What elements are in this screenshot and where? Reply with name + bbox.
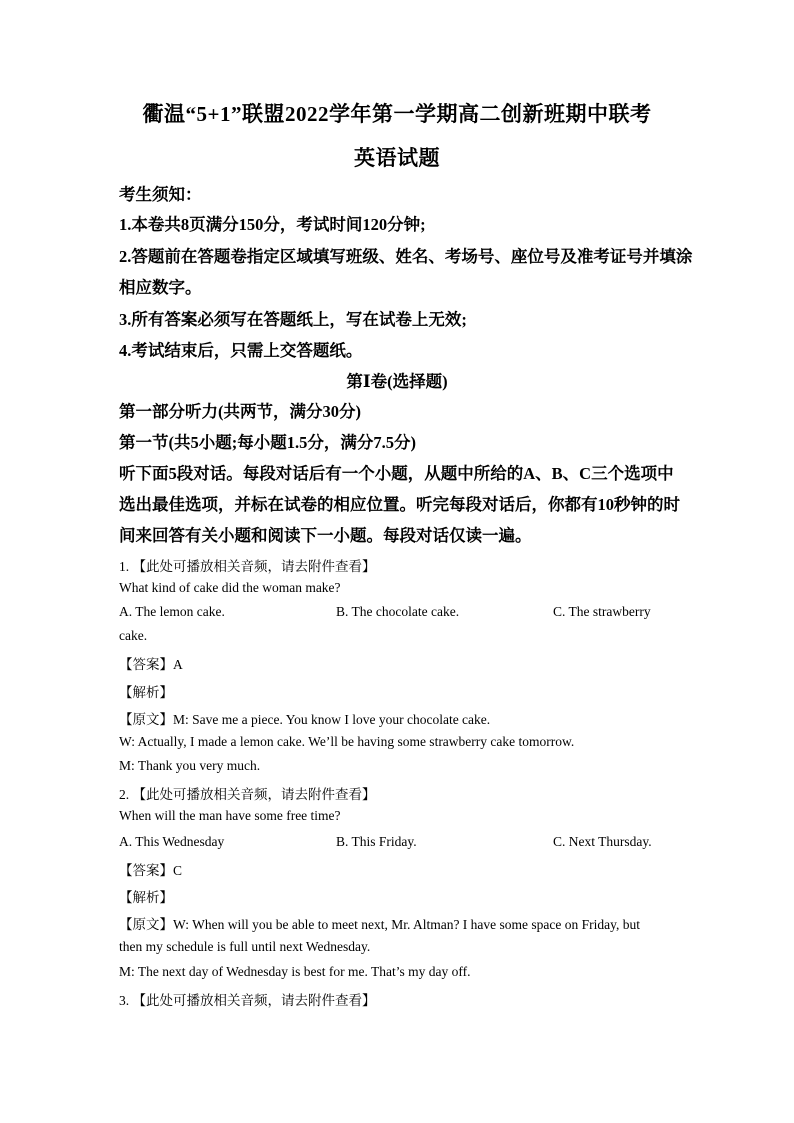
- notice-item: 2.答题前在答题卷指定区域填写班级、姓名、考场号、座位号及准考证号并填涂: [119, 247, 693, 266]
- answer: 【答案】C: [119, 863, 183, 878]
- exam-subtitle: 英语试题: [354, 146, 440, 170]
- question-stem: When will the man have some free time?: [119, 808, 341, 823]
- transcript-line: 【原文】W: When will you be able to meet next, Mr. Altman? I have some space on Friday, but: [119, 917, 641, 932]
- notice-item: 相应数字。: [119, 278, 202, 297]
- instruction-line: 选出最佳选项，并标在试卷的相应位置。听完每段对话后，你都有10秒钟的时: [119, 495, 680, 514]
- exam-title: 衢温“5+1”联盟2022学年第一学期高二创新班期中联考: [142, 102, 652, 126]
- question-stem: What kind of cake did the woman make?: [119, 580, 341, 595]
- answer: 【答案】A: [119, 657, 183, 672]
- transcript-line: W: Actually, I made a lemon cake. We’ll be having some strawberry cake tomorrow.: [119, 734, 575, 749]
- notice-item: 3.所有答案必须写在答题纸上，写在试卷上无效;: [119, 310, 467, 329]
- transcript-line: then my schedule is full until next Wednesday.: [119, 939, 371, 954]
- instruction-line: 间来回答有关小题和阅读下一小题。每段对话仅读一遍。: [119, 526, 532, 545]
- notice-heading: 考生须知：: [119, 185, 202, 204]
- audio-placeholder[interactable]: 3. 【此处可播放相关音频，请去附件查看】: [119, 993, 376, 1008]
- option-c: C. The strawberry: [553, 604, 651, 619]
- volume-heading: 第Ⅰ卷(选择题): [346, 372, 448, 391]
- option-a: A. The lemon cake.: [119, 604, 225, 619]
- transcript-line: M: The next day of Wednesday is best for me. That’s my day off.: [119, 964, 471, 979]
- notice-item: 4.考试结束后，只需上交答题纸。: [119, 341, 363, 360]
- analysis-label: 【解析】: [119, 890, 173, 905]
- notice-item: 1.本卷共8页满分150分，考试时间120分钟;: [119, 215, 426, 234]
- option-a: A. This Wednesday: [119, 834, 225, 849]
- transcript-line: M: Thank you very much.: [119, 758, 261, 773]
- option-b: B. The chocolate cake.: [336, 604, 460, 619]
- option-c: C. Next Thursday.: [553, 834, 652, 849]
- option-wrap: cake.: [119, 628, 148, 643]
- subpart-heading: 第一节(共5小题;每小题1.5分，满分7.5分): [119, 433, 416, 452]
- audio-placeholder[interactable]: 1. 【此处可播放相关音频，请去附件查看】: [119, 559, 376, 574]
- instruction-line: 听下面5段对话。每段对话后有一个小题，从题中所给的A、B、C三个选项中: [119, 464, 674, 483]
- transcript-line: 【原文】M: Save me a piece. You know I love your chocolate cake.: [119, 712, 491, 727]
- option-b: B. This Friday.: [336, 834, 417, 849]
- analysis-label: 【解析】: [119, 685, 173, 700]
- part-heading: 第一部分听力(共两节，满分30分): [119, 402, 361, 421]
- audio-placeholder[interactable]: 2. 【此处可播放相关音频，请去附件查看】: [119, 787, 376, 802]
